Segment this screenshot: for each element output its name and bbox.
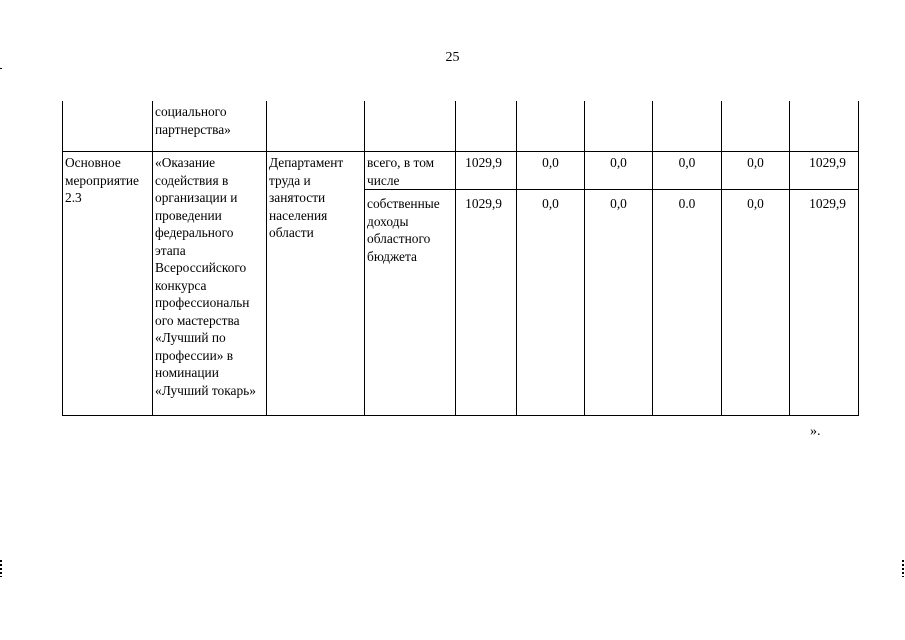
funding-source-cell: всего, в том числе xyxy=(365,152,456,190)
status-cell xyxy=(63,101,153,152)
scan-edge-mark-right xyxy=(902,560,904,577)
value-cell: 1029,9 xyxy=(790,152,859,190)
funding-source-cell: собственные доходы областного бюджета xyxy=(365,190,456,416)
executor-cell xyxy=(267,101,365,152)
scan-edge-mark-left xyxy=(0,560,2,577)
value-cell xyxy=(585,101,653,152)
value-cell: 0,0 xyxy=(653,152,722,190)
value-cell: 1029,9 xyxy=(790,190,859,416)
event-status-cell: Основное мероприятие 2.3 xyxy=(63,152,153,416)
page-number: 25 xyxy=(445,50,460,65)
value-cell: 0,0 xyxy=(517,190,585,416)
value-cell: 1029,9 xyxy=(456,152,517,190)
program-name-cell: социального партнерства» xyxy=(153,101,267,152)
budget-table xyxy=(62,101,859,416)
value-cell: 1029,9 xyxy=(456,190,517,416)
event-name-cell: «Оказание содействия в организации и проведении федерального этапа Всероссийского конкурса профессиональн ого мастерства «Лучший по профессии» в номинации «Лучший токарь» xyxy=(153,152,267,416)
value-cell: 0,0 xyxy=(585,152,653,190)
value-cell xyxy=(653,101,722,152)
value-cell xyxy=(790,101,859,152)
value-cell: 0,0 xyxy=(585,190,653,416)
event-executor-cell: Департамент труда и занятости населения области xyxy=(267,152,365,416)
source-cell xyxy=(365,101,456,152)
table-row xyxy=(63,152,859,190)
table-row xyxy=(63,101,859,152)
scan-edge-tick xyxy=(0,68,2,69)
value-cell: 0,0 xyxy=(517,152,585,190)
value-cell xyxy=(517,101,585,152)
value-cell: 0,0 xyxy=(722,190,790,416)
value-cell: 0.0 xyxy=(653,190,722,416)
closing-quote-mark: ». xyxy=(810,424,821,439)
value-cell xyxy=(722,101,790,152)
value-cell: 0,0 xyxy=(722,152,790,190)
value-cell xyxy=(456,101,517,152)
